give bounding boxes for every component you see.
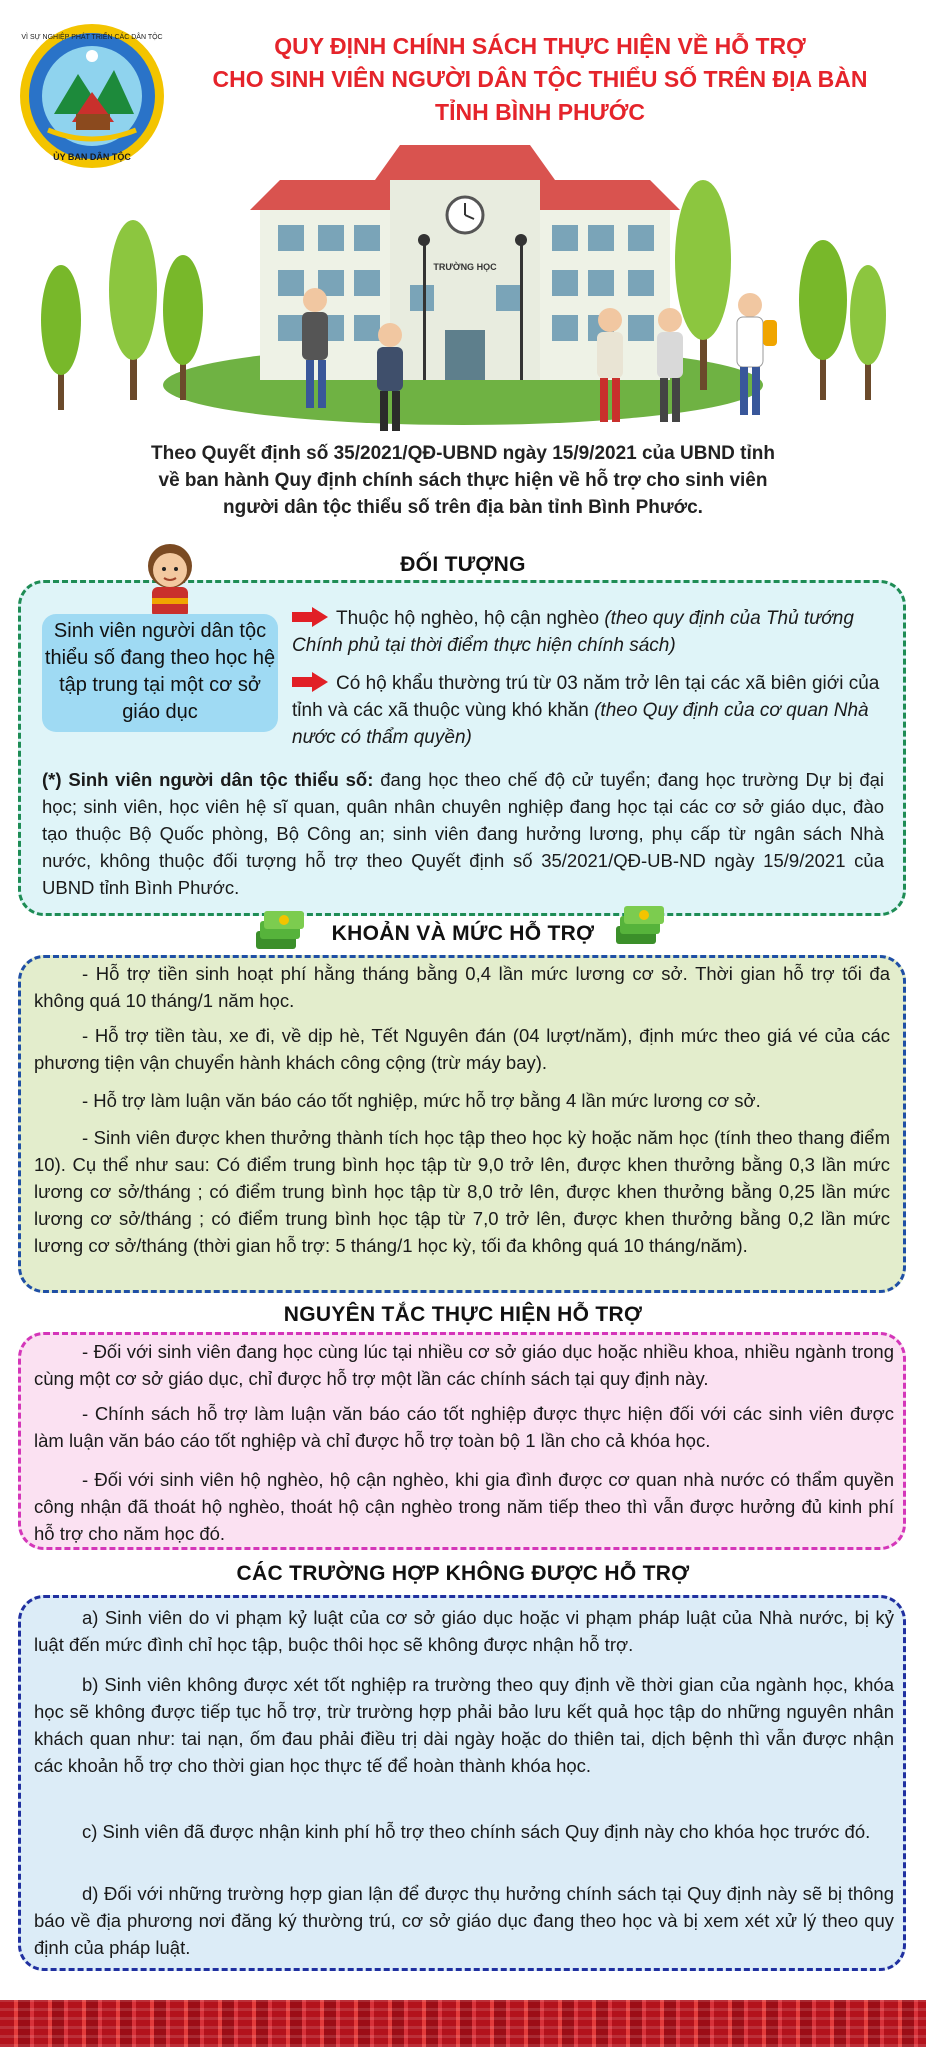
title-line-2: CHO SINH VIÊN NGƯỜI DÂN TỘC THIỂU SỐ TRÊN ĐỊA BÀN <box>212 66 868 92</box>
footer-pattern-band <box>0 2000 926 2047</box>
principles-heading: NGUYÊN TẮC THỰC HIỆN HỖ TRỢ <box>283 1303 643 1326</box>
support-item-1: - Hỗ trợ tiền sinh hoạt phí hằng tháng bằng 0,4 lần mức lương cơ sở. Thời gian hỗ trợ tối đa không quá 10 tháng/1 năm học. <box>34 963 890 1011</box>
logo-bottom-text: ỦY BAN DÂN TỘC <box>53 152 131 162</box>
support-amounts-heading: KHOẢN VÀ MỨC HỖ TRỢ <box>331 922 595 945</box>
school-sign: TRƯỜNG HỌC <box>433 262 497 272</box>
principle-item-1: - Đối với sinh viên đang học cùng lúc tại nhiều cơ sở giáo dục hoặc nhiều khoa, nhiều ngành trong cùng một cơ sở giáo dục, chỉ được hỗ trợ một lần các chính sách tại quy định này. <box>34 1341 894 1389</box>
exclusion-item-d: d) Đối với những trường hợp gian lận để được thụ hưởng chính sách tại Quy định này sẽ bị thông báo về địa phương nơi đăng ký thường trú, cơ sở giáo dục đang theo học và bị xem xét xử lý theo quy định của pháp luật. <box>34 1883 894 1958</box>
school-illustration <box>30 140 896 440</box>
note-body: đang học theo chế độ cử tuyển; đang học trường Dự bị đại học; sinh viên, học viên hệ sĩ quan, quân nhân chuyên nghiệp đang học tại các cơ sở giáo dục, đào tạo thuộc Bộ Quốc phòng, Bộ Công an; sinh viên đang hưởng lương, phụ cấp từ ngân sách Nhà nước, không thuộc đối tượng hỗ trợ theo Quyết định số 35/2021/QĐ-UB-ND ngày 15/9/2021 của UBND tỉnh Bình Phước. <box>42 769 885 898</box>
criterion-1-text: Thuộc hộ nghèo, hộ cận nghèo <box>336 608 605 629</box>
principle-item-3: - Đối với sinh viên hộ nghèo, hộ cận nghèo, khi gia đình được cơ quan nhà nước có thẩm quyền công nhận đã thoát hộ nghèo, thoát hộ cận nghèo trong năm tiếp theo thì vẫn được hưởng đủ kinh phí hỗ trợ cho năm học đó. <box>34 1469 894 1544</box>
intro-line-2: về ban hành Quy định chính sách thực hiện về hỗ trợ cho sinh viên <box>158 470 768 491</box>
criterion-1-note: (theo quy định của Thủ tướng Chính phủ tại thời điểm thực hiện chính sách) <box>292 608 854 656</box>
intro-line-3: người dân tộc thiểu số trên địa bàn tỉnh Bình Phước. <box>223 497 703 518</box>
subject-box: Sinh viên người dân tộc thiểu số đang theo học hệ tập trung tại một cơ sở giáo dục <box>42 614 278 732</box>
support-item-3: - Hỗ trợ làm luận văn báo cáo tốt nghiệp, mức hỗ trợ bằng 4 lần mức lương cơ sở. <box>82 1090 761 1111</box>
title-line-3: TỈNH BÌNH PHƯỚC <box>435 99 645 125</box>
student-avatar-icon <box>130 540 210 618</box>
criterion-2-note: (theo Quy định của cơ quan Nhà nước có thẩm quyền) <box>292 700 869 748</box>
support-item-2: - Hỗ trợ tiền tàu, xe đi, về dịp hè, Tết Nguyên đán (04 lượt/năm), định mức theo giá vé của các phương tiện vận chuyển hành khách công cộng (trừ máy bay). <box>34 1025 890 1073</box>
arrow-right-icon <box>292 607 328 627</box>
ethnic-student-note <box>42 766 884 901</box>
title-line-1: QUY ĐỊNH CHÍNH SÁCH THỰC HIỆN VỀ HỖ TRỢ <box>274 33 806 59</box>
intro-line-1: Theo Quyết định số 35/2021/QĐ-UBND ngày 15/9/2021 của UBND tỉnh <box>151 443 775 464</box>
criterion-2 <box>292 670 892 751</box>
exclusions-heading: CÁC TRƯỜNG HỢP KHÔNG ĐƯỢC HỖ TRỢ <box>236 1562 690 1585</box>
exclusion-item-c: c) Sinh viên đã được nhận kinh phí hỗ trợ theo chính sách Quy định này cho khóa học trước đó. <box>82 1821 871 1842</box>
page-title <box>180 30 900 129</box>
exclusion-item-a: a) Sinh viên do vi phạm kỷ luật của cơ sở giáo dục hoặc vi phạm pháp luật của Nhà nước, bị kỷ luật đến mức đình chỉ học tập, buộc thôi học sẽ không được nhận hỗ trợ. <box>34 1607 894 1655</box>
logo-top-text: VÌ SỰ NGHIỆP PHÁT TRIỂN CÁC DÂN TỘC <box>21 34 163 41</box>
principle-item-2: - Chính sách hỗ trợ làm luận văn báo cáo tốt nghiệp được thực hiện đối với các sinh viên được làm luận văn báo cáo tốt nghiệp và chỉ được hỗ trợ toàn bộ 1 lần cho cả khóa học. <box>34 1403 894 1451</box>
arrow-right-icon <box>292 672 328 692</box>
support-item-4: - Sinh viên được khen thưởng thành tích học tập theo học kỳ hoặc năm học (tính theo thang điểm 10). Cụ thể như sau: Có điểm trung bình học tập từ 9,0 trở lên, được khen thưởng bằng 0,3 lần mức lương cơ sở/tháng ; có điểm trung bình học tập từ 8,0 trở lên, được khen thưởng bằng 0,25 lần mức lương cơ sở/tháng ; có điểm trung bình học tập từ 7,0 trở lên, được khen thưởng bằng 0,2 lần mức lương cơ sở/tháng (thời gian hỗ trợ: 5 tháng/1 học kỳ, tối đa không quá 10 tháng/năm). <box>34 1127 890 1256</box>
intro-text <box>90 440 836 521</box>
exclusion-item-b: b) Sinh viên không được xét tốt nghiệp ra trường theo quy định về thời gian của ngành học, khóa học sẽ không được tiếp tục hỗ trợ, trừ trường hợp phải bảo lưu kết quả học tập do những nguyên nhân khách quan như: tai nạn, ốm đau phải điều trị dài ngày hoặc do thiên tai, dịch bệnh thì vẫn được nhận các khoản hỗ trợ cho thời gian học thực tế để hoàn thành khóa học. <box>34 1674 894 1776</box>
beneficiaries-heading: ĐỐI TƯỢNG <box>400 553 526 576</box>
note-lead: (*) Sinh viên người dân tộc thiểu số: <box>42 769 374 790</box>
criterion-1 <box>292 605 892 659</box>
money-stack-icon <box>612 900 668 950</box>
criterion-2-text: Có hộ khẩu thường trú từ 03 năm trở lên tại các xã biên giới của tỉnh và các xã thuộc vùng khó khăn <box>292 673 880 721</box>
